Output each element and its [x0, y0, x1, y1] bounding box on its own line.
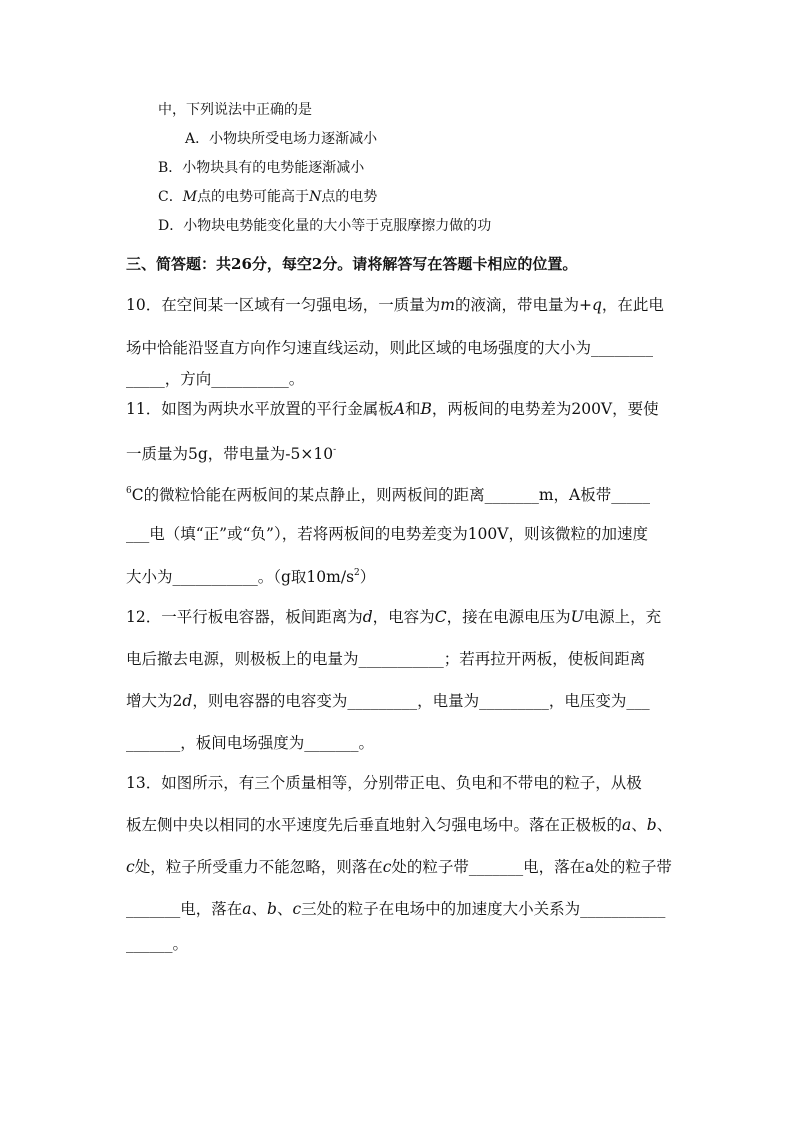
q13-line-4 [126, 902, 665, 918]
superscript: 2 [354, 568, 360, 578]
q12-text: ，则电容器的电容变为_________，电量为_________，电压变为___ [192, 692, 650, 710]
section-heading: 三、简答题：共26分，每空2分。请将解答写在答题卡相应的位置。 [126, 255, 578, 273]
option-b [158, 161, 364, 175]
q10-line-1 [126, 298, 664, 314]
q12-text: ，电容为 [372, 608, 435, 626]
q10-text: 10．在空间某一区域有一匀强电场，一质量为 [126, 296, 441, 314]
option-c-text2: 点的电势 [321, 189, 378, 205]
var-c: C [434, 608, 447, 626]
q13-text: 、 [276, 900, 293, 918]
var-a: a [242, 900, 252, 918]
q12-text: 电源上，充 [583, 608, 662, 626]
q10-text: 的液滴，带电量为+ [454, 296, 592, 314]
var-n: N [309, 189, 322, 205]
q13-text: 、 [251, 900, 268, 918]
q13-text: _______电，落在 [126, 900, 243, 918]
var-a: A [393, 400, 405, 418]
q10-line-3: _____，方向__________。 [126, 370, 305, 388]
var-q: q [591, 296, 602, 314]
q10-line-2: 场中恰能沿竖直方向作匀速直线运动，则此区域的电场强度的大小为________ [126, 339, 654, 357]
option-a-text: 小物块所受电场力逐渐减小 [209, 131, 378, 147]
option-d [158, 219, 491, 233]
q11-line-5 [126, 569, 375, 586]
var-c: c [126, 858, 135, 876]
q11-line-2 [126, 446, 336, 463]
var-m: m [440, 296, 455, 314]
var-b: B [420, 400, 432, 418]
q12-line-1 [126, 610, 661, 626]
option-a-label: A． [185, 131, 210, 147]
var-b: b [646, 816, 657, 834]
q13-text: 处，粒子所受重力不能忽略，则落在 [134, 858, 383, 876]
q13-text: 处的粒子带_______电，落在a处的粒子带 [391, 858, 672, 876]
q13-line-5: ______。 [126, 935, 189, 953]
q13-text: 、 [631, 816, 647, 834]
option-c-text1: 点的电势可能高于 [197, 189, 310, 205]
q11-text: 11．如图为两块水平放置的平行金属板 [126, 400, 394, 418]
q11-text: ） [359, 568, 376, 586]
q11-line-4: ___电（填“正”或“负”），若将两板间的电势差变为100V，则该微粒的加速度 [126, 525, 648, 543]
q12-text: ，接在电源电压为 [446, 608, 571, 626]
option-d-label: D． [158, 218, 184, 234]
q11-text: 一质量为5g，带电量为-5×10 [126, 445, 334, 463]
option-b-text: 小物块具有的电势能逐渐减小 [182, 160, 365, 176]
q12-line-4: _______，板间电场强度为_______。 [126, 734, 375, 752]
q13-line-1: 13．如图所示，有三个质量相等，分别带正电、负电和不带电的粒子，从极 [126, 774, 642, 792]
q11-text: 大小为___________。（g取10m/s [126, 568, 355, 586]
q10-text: ，在此电 [601, 296, 664, 314]
superscript: 6 [126, 486, 132, 496]
q13-text: 三处的粒子在电场中的加速度大小关系为___________ [301, 900, 666, 918]
q13-text: 、 [656, 816, 673, 834]
var-u: U [570, 608, 584, 626]
q13-text: 板左侧中央以相同的水平速度先后垂直地射入匀强电场中。落在正极板的 [126, 816, 623, 834]
var-a: a [622, 816, 632, 834]
var-m: M [182, 189, 198, 205]
q11-text: C的微粒恰能在两板间的某点静止，则两板间的距离_______m，A板带_____ [131, 486, 650, 504]
question-intro: 中，下列说法中正确的是 [158, 102, 312, 118]
q11-line-1 [126, 402, 659, 418]
q12-line-3 [126, 694, 650, 710]
q11-text: 和 [404, 400, 421, 418]
q13-line-3 [126, 860, 672, 876]
superscript: - [333, 445, 337, 455]
q12-line-2: 电后撤去电源，则极板上的电量为___________；若再拉开两板，使板间距离 [126, 650, 646, 668]
q11-line-3 [126, 487, 650, 504]
q13-line-2 [126, 818, 672, 834]
option-b-label: B． [158, 160, 183, 176]
var-b: b [267, 900, 277, 918]
option-c-label: C． [158, 189, 183, 205]
option-a [185, 132, 377, 146]
var-d: d [182, 692, 193, 710]
var-d: d [362, 608, 373, 626]
q11-text: ，两板间的电势差为200V，要使 [431, 400, 659, 418]
option-d-text: 小物块电势能变化量的大小等于克服摩擦力做的功 [183, 218, 492, 234]
q12-text: 12．一平行板电容器，板间距离为 [126, 608, 363, 626]
option-c [158, 190, 377, 204]
var-c: c [382, 858, 392, 876]
q12-text: 增大为2 [126, 692, 183, 710]
var-c: c [292, 900, 302, 918]
